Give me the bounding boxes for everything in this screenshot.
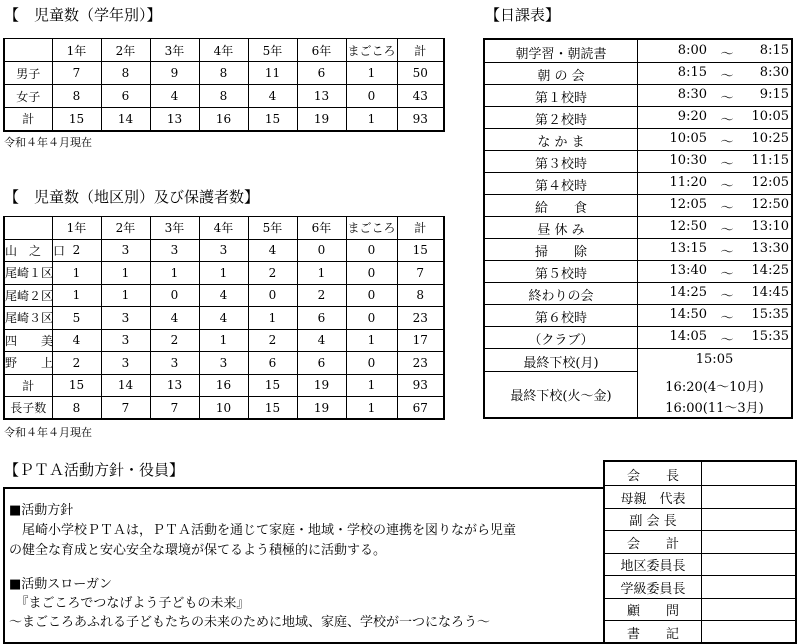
header-cell: まごころ bbox=[346, 217, 397, 240]
table-cell: 19 bbox=[297, 397, 346, 420]
period-tilde: ～ bbox=[720, 135, 734, 150]
table-row bbox=[4, 85, 444, 108]
period-end: 14:25 bbox=[751, 263, 789, 278]
period-start: 10:30 bbox=[669, 153, 707, 168]
officers-table bbox=[603, 460, 797, 644]
table-cell: 13 bbox=[150, 108, 199, 131]
slogan-line-2: ～まごころあふれる子どもたちの未来のために地域、家庭、学校が一つになろう～ bbox=[9, 615, 491, 630]
period-end: 15:35 bbox=[751, 307, 789, 322]
header-cell: 3年 bbox=[150, 217, 199, 240]
schedule-row bbox=[485, 326, 791, 349]
officer-title: 顧 問 bbox=[626, 604, 679, 619]
period-end: 10:25 bbox=[751, 131, 789, 146]
table-row bbox=[4, 62, 444, 85]
period-end: 9:15 bbox=[759, 87, 789, 102]
table-cell: 0 bbox=[346, 85, 397, 108]
table-cell: 19 bbox=[297, 108, 346, 131]
table-cell: 6 bbox=[297, 307, 346, 330]
period-name: 朝 の 会 bbox=[537, 69, 585, 84]
table-cell: 2 bbox=[248, 329, 297, 352]
row-label-cell: 四 美 bbox=[4, 329, 52, 352]
period-start: 11:20 bbox=[669, 175, 707, 190]
table-cell: 10 bbox=[199, 397, 248, 420]
table-cell: 17 bbox=[397, 329, 444, 352]
table-cell: 5 bbox=[52, 307, 101, 330]
header-cell: 2年 bbox=[101, 39, 150, 62]
period-name: 掃 除 bbox=[534, 245, 587, 260]
row-label-cell: 男子 bbox=[4, 62, 52, 85]
header-cell: 3年 bbox=[150, 39, 199, 62]
table-cell: 4 bbox=[248, 239, 297, 262]
period-tilde: ～ bbox=[720, 179, 734, 194]
schedule-row bbox=[485, 194, 791, 217]
table-cell: 1 bbox=[248, 307, 297, 330]
period-tilde: ～ bbox=[720, 113, 734, 128]
period-start: 10:05 bbox=[669, 131, 707, 146]
period-name: 第１校時 bbox=[534, 91, 587, 106]
period-name: 昼 休 み bbox=[537, 223, 585, 238]
period-start: 8:00 bbox=[677, 43, 707, 58]
period-name: （クラブ） bbox=[528, 333, 594, 348]
period-name: 第２校時 bbox=[534, 113, 587, 128]
table-cell: 19 bbox=[297, 374, 346, 397]
header-cell bbox=[4, 39, 52, 62]
table-cell: 0 bbox=[346, 307, 397, 330]
table-cell: 8 bbox=[101, 62, 150, 85]
table-row bbox=[4, 352, 444, 375]
dismissal-tuefri-label: 最終下校(火～金) bbox=[510, 389, 612, 404]
district-table-note: 令和４年４月現在 bbox=[4, 426, 92, 439]
header-cell: 2年 bbox=[101, 217, 150, 240]
table-cell: 0 bbox=[346, 262, 397, 285]
table-cell: 2 bbox=[248, 262, 297, 285]
header-cell: 4年 bbox=[199, 39, 248, 62]
table-cell: 93 bbox=[397, 108, 444, 131]
period-name: 朝学習・朝読書 bbox=[515, 47, 607, 62]
table-cell: 0 bbox=[150, 284, 199, 307]
officer-title: 母親 代表 bbox=[620, 491, 686, 507]
table-row bbox=[4, 239, 444, 262]
table-cell: 1 bbox=[346, 397, 397, 420]
table-cell: 1 bbox=[150, 262, 199, 285]
period-tilde: ～ bbox=[720, 289, 734, 304]
header-cell: 5年 bbox=[248, 217, 297, 240]
table-cell: 16 bbox=[199, 108, 248, 131]
table-cell: 0 bbox=[346, 284, 397, 307]
table-cell: 67 bbox=[397, 397, 444, 420]
period-start: 9:20 bbox=[677, 109, 707, 124]
period-start: 14:50 bbox=[669, 307, 707, 322]
officer-row bbox=[605, 597, 795, 621]
header-cell: 1年 bbox=[52, 217, 101, 240]
header-cell: 計 bbox=[397, 217, 444, 240]
table-cell: 6 bbox=[248, 352, 297, 375]
officer-title: 会 計 bbox=[626, 536, 679, 552]
table-cell: 3 bbox=[101, 239, 150, 262]
period-name: 第６校時 bbox=[534, 311, 587, 326]
schedule-row bbox=[485, 106, 791, 129]
table-cell: 16 bbox=[199, 374, 248, 397]
table-cell: 1 bbox=[346, 329, 397, 352]
officer-row bbox=[605, 552, 795, 576]
period-name: 第４校時 bbox=[534, 179, 587, 194]
table-cell: 2 bbox=[150, 329, 199, 352]
period-start: 12:50 bbox=[669, 219, 707, 234]
policy-line-2: の健全な育成と安心安全な環境が保てるよう積極的に活動する。 bbox=[9, 543, 387, 558]
table-row bbox=[4, 329, 444, 352]
row-label-cell: 尾崎１区 bbox=[4, 262, 52, 285]
table-cell: 2 bbox=[52, 352, 101, 375]
table-cell: 1 bbox=[297, 262, 346, 285]
period-tilde: ～ bbox=[720, 223, 734, 238]
district-table-title: 【 児童数（地区別）及び保護者数】 bbox=[4, 188, 260, 206]
policy-heading: ■活動方針 bbox=[9, 503, 74, 518]
table-cell: 4 bbox=[52, 329, 101, 352]
table-cell: 3 bbox=[101, 329, 150, 352]
row-label-cell: 山 之 口 bbox=[4, 239, 52, 262]
schedule-row bbox=[485, 304, 791, 327]
period-start: 13:15 bbox=[669, 241, 707, 256]
table-row bbox=[4, 108, 444, 131]
header-cell: 計 bbox=[397, 39, 444, 62]
table-cell: 6 bbox=[101, 85, 150, 108]
table-cell: 2 bbox=[52, 239, 101, 262]
period-name: 第５校時 bbox=[534, 267, 587, 282]
table-cell: 4 bbox=[150, 307, 199, 330]
table-cell: 4 bbox=[199, 284, 248, 307]
table-cell: 4 bbox=[150, 85, 199, 108]
schedule-row bbox=[485, 150, 791, 173]
period-end: 8:30 bbox=[759, 65, 789, 80]
table-cell: 15 bbox=[248, 108, 297, 131]
pta-title: 【ＰＴＡ活動方針・役員】 bbox=[4, 461, 185, 479]
table-cell: 7 bbox=[101, 397, 150, 420]
period-tilde: ～ bbox=[720, 157, 734, 172]
period-tilde: ～ bbox=[720, 311, 734, 326]
period-name: 給 食 bbox=[534, 201, 587, 216]
dismissal-tuefri-time2: 16:00(11～3月) bbox=[665, 401, 764, 416]
period-end: 8:15 bbox=[759, 43, 789, 58]
table-cell: 23 bbox=[397, 307, 444, 330]
period-name: 終わりの会 bbox=[528, 289, 594, 304]
table-cell: 4 bbox=[248, 85, 297, 108]
table-cell: 4 bbox=[297, 329, 346, 352]
row-label-cell: 女子 bbox=[4, 85, 52, 108]
table-cell: 3 bbox=[150, 352, 199, 375]
officer-row bbox=[605, 530, 795, 554]
schedule-row bbox=[485, 40, 791, 63]
table-cell: 6 bbox=[297, 62, 346, 85]
officer-row bbox=[605, 462, 795, 486]
policy-line-1: 尾崎小学校ＰＴＡは，ＰＴＡ活動を通じて家庭・地域・学校の連携を図りながら児童 bbox=[9, 523, 517, 538]
table-cell: 13 bbox=[150, 374, 199, 397]
period-tilde: ～ bbox=[720, 333, 734, 348]
dismissal-row-line bbox=[485, 371, 638, 372]
period-start: 12:05 bbox=[669, 197, 707, 212]
schedule-row bbox=[485, 216, 791, 239]
table-cell: 9 bbox=[150, 62, 199, 85]
table-cell: 1 bbox=[199, 262, 248, 285]
period-start: 13:40 bbox=[669, 263, 707, 278]
grade-table-note: 令和４年４月現在 bbox=[4, 136, 92, 149]
table-cell: 3 bbox=[101, 352, 150, 375]
table-cell: 0 bbox=[346, 239, 397, 262]
table-cell: 93 bbox=[397, 374, 444, 397]
table-cell: 14 bbox=[101, 374, 150, 397]
table-cell: 2 bbox=[297, 284, 346, 307]
period-start: 14:05 bbox=[669, 329, 707, 344]
district-table bbox=[3, 216, 445, 420]
table-cell: 3 bbox=[101, 307, 150, 330]
period-end: 14:45 bbox=[751, 285, 789, 300]
table-cell: 7 bbox=[397, 262, 444, 285]
officer-title: 副 会 長 bbox=[629, 514, 677, 529]
period-end: 13:10 bbox=[751, 219, 789, 234]
header-cell: 6年 bbox=[297, 217, 346, 240]
row-label-cell: 計 bbox=[4, 108, 52, 131]
table-cell: 0 bbox=[248, 284, 297, 307]
table-cell: 6 bbox=[297, 352, 346, 375]
period-tilde: ～ bbox=[720, 245, 734, 260]
table-cell: 8 bbox=[199, 85, 248, 108]
period-end: 15:35 bbox=[751, 329, 789, 344]
period-name: 第３校時 bbox=[534, 157, 587, 172]
header-row bbox=[4, 39, 444, 62]
period-name: な か ま bbox=[537, 135, 585, 150]
period-tilde: ～ bbox=[720, 47, 734, 62]
table-cell: 50 bbox=[397, 62, 444, 85]
officer-title: 書 記 bbox=[626, 626, 679, 642]
schedule-row bbox=[485, 282, 791, 305]
period-end: 12:05 bbox=[751, 175, 789, 190]
table-cell: 14 bbox=[101, 108, 150, 131]
header-row bbox=[4, 217, 444, 240]
schedule-row bbox=[485, 128, 791, 151]
table-cell: 0 bbox=[297, 239, 346, 262]
table-row bbox=[4, 262, 444, 285]
pta-policy-box bbox=[3, 487, 603, 644]
period-tilde: ～ bbox=[720, 201, 734, 216]
table-cell: 11 bbox=[248, 62, 297, 85]
table-cell: 1 bbox=[346, 108, 397, 131]
table-cell: 15 bbox=[248, 374, 297, 397]
period-start: 14:25 bbox=[669, 285, 707, 300]
dismissal-mon-label: 最終下校(月) bbox=[523, 356, 599, 371]
table-cell: 1 bbox=[52, 262, 101, 285]
period-end: 11:15 bbox=[751, 153, 789, 168]
period-tilde: ～ bbox=[720, 267, 734, 282]
header-cell: 5年 bbox=[248, 39, 297, 62]
table-cell: 1 bbox=[101, 284, 150, 307]
officer-title: 地区委員長 bbox=[620, 559, 686, 574]
row-label-cell: 長子数 bbox=[4, 397, 52, 420]
officer-row bbox=[605, 575, 795, 599]
dismissal-tuefri-time1: 16:20(4～10月) bbox=[665, 380, 764, 395]
header-cell: 1年 bbox=[52, 39, 101, 62]
period-tilde: ～ bbox=[720, 69, 734, 84]
period-start: 8:15 bbox=[677, 65, 707, 80]
table-cell: 8 bbox=[199, 62, 248, 85]
row-label-cell: 尾崎３区 bbox=[4, 307, 52, 330]
table-cell: 23 bbox=[397, 352, 444, 375]
table-cell: 3 bbox=[150, 239, 199, 262]
schedule-row bbox=[485, 62, 791, 85]
table-row bbox=[4, 374, 444, 397]
officer-row bbox=[605, 485, 795, 509]
header-cell: まごころ bbox=[346, 39, 397, 62]
table-cell: 1 bbox=[101, 262, 150, 285]
grade-table bbox=[3, 38, 445, 132]
table-cell: 13 bbox=[297, 85, 346, 108]
period-end: 12:50 bbox=[751, 197, 789, 212]
table-row bbox=[4, 307, 444, 330]
table-cell: 1 bbox=[346, 62, 397, 85]
table-cell: 4 bbox=[199, 307, 248, 330]
table-cell: 7 bbox=[150, 397, 199, 420]
schedule-title: 【日課表】 bbox=[485, 6, 561, 24]
table-cell: 8 bbox=[397, 284, 444, 307]
slogan-line-1: 『まごころでつなげよう子どもの未来』 bbox=[9, 596, 250, 611]
table-cell: 0 bbox=[346, 352, 397, 375]
row-label-cell: 計 bbox=[4, 374, 52, 397]
header-cell bbox=[4, 217, 52, 240]
dismissal-mon-time: 15:05 bbox=[695, 352, 734, 367]
table-cell: 7 bbox=[52, 62, 101, 85]
table-row bbox=[4, 397, 444, 420]
table-cell: 15 bbox=[397, 239, 444, 262]
table-cell: 43 bbox=[397, 85, 444, 108]
schedule-row bbox=[485, 238, 791, 261]
period-end: 13:30 bbox=[751, 241, 789, 256]
table-cell: 8 bbox=[52, 85, 101, 108]
header-cell: 6年 bbox=[297, 39, 346, 62]
table-cell: 15 bbox=[52, 374, 101, 397]
slogan-heading: ■活動スローガン bbox=[9, 577, 113, 592]
schedule-row bbox=[485, 260, 791, 283]
table-cell: 1 bbox=[52, 284, 101, 307]
table-cell: 3 bbox=[199, 352, 248, 375]
period-end: 10:05 bbox=[751, 109, 789, 124]
table-cell: 8 bbox=[52, 397, 101, 420]
table-cell: 15 bbox=[52, 108, 101, 131]
table-cell: 1 bbox=[199, 329, 248, 352]
officer-row bbox=[605, 507, 795, 531]
table-row bbox=[4, 284, 444, 307]
period-tilde: ～ bbox=[720, 91, 734, 106]
officer-title: 会 長 bbox=[626, 469, 679, 484]
row-label-cell: 尾崎２区 bbox=[4, 284, 52, 307]
row-label-cell: 野 上 bbox=[4, 352, 52, 375]
table-cell: 3 bbox=[199, 239, 248, 262]
table-cell: 1 bbox=[346, 374, 397, 397]
grade-table-title: 【 児童数（学年別）】 bbox=[4, 6, 162, 24]
schedule-row bbox=[485, 172, 791, 195]
schedule-row bbox=[485, 84, 791, 107]
schedule-table bbox=[483, 38, 793, 419]
period-start: 8:30 bbox=[677, 87, 707, 102]
officer-row bbox=[605, 620, 795, 643]
officer-title: 学級委員長 bbox=[620, 581, 686, 597]
header-cell: 4年 bbox=[199, 217, 248, 240]
table-cell: 15 bbox=[248, 397, 297, 420]
